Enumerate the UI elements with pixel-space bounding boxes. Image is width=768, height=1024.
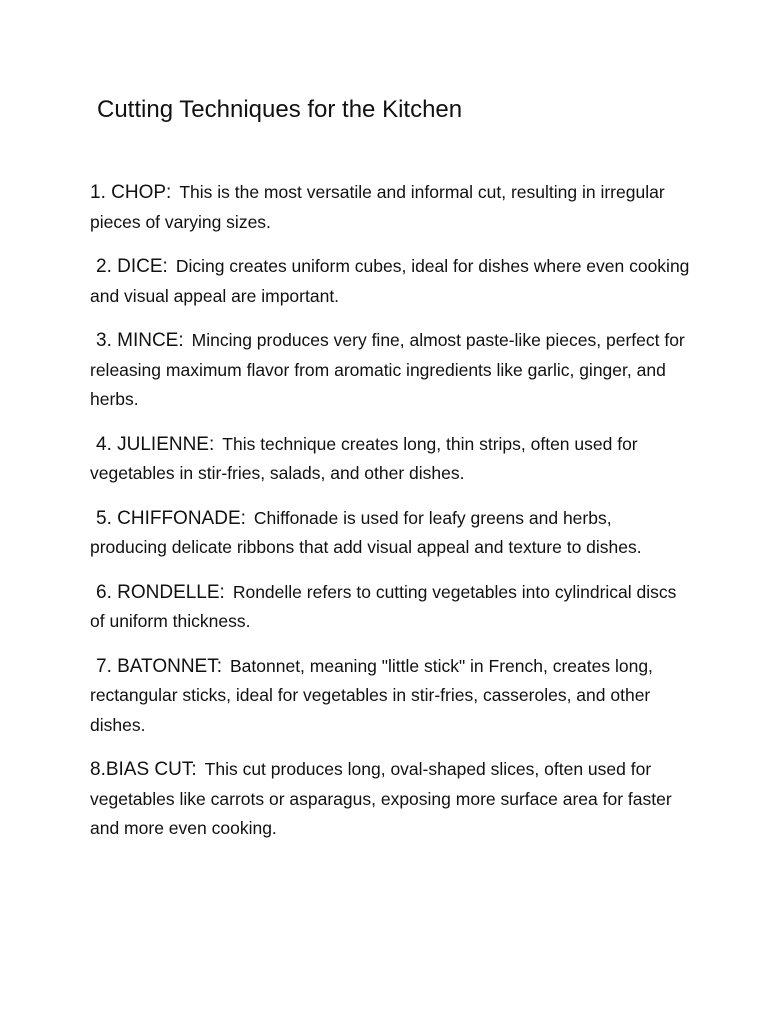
list-item-dice <box>90 252 690 311</box>
term-batonnet: 7. BATONNET: <box>96 655 222 677</box>
list-item-chiffonade <box>90 504 690 563</box>
description-julienne: This technique creates long, thin strips, often used for vegetables in stir-fries, salads, and other dishes. <box>90 433 638 483</box>
list-item-julienne <box>90 430 690 489</box>
list-item-bias-cut <box>90 755 690 844</box>
term-mince: 3. MINCE: <box>96 330 184 351</box>
technique-list <box>90 178 690 859</box>
term-chop: 1. CHOP: <box>90 182 172 203</box>
list-item-batonnet <box>90 652 690 741</box>
description-bias-cut: This cut produces long, oval-shaped slices, often used for vegetables like carrots or asparagus, exposing more surface area for faster and more even cooking. <box>90 759 672 838</box>
list-item-mince <box>90 326 690 415</box>
description-mince: Mincing produces very fine, almost paste-like pieces, perfect for releasing maximum flavor from aromatic ingredients like garlic, ginger, and herbs. <box>90 330 685 409</box>
term-dice: 2. DICE: <box>96 256 168 277</box>
document-title: Cutting Techniques for the Kitchen <box>97 96 463 123</box>
list-item-rondelle <box>90 578 690 637</box>
term-rondelle: 6. RONDELLE: <box>96 581 225 603</box>
description-dice: Dicing creates uniform cubes, ideal for dishes where even cooking and visual appeal are important. <box>90 256 690 306</box>
description-chiffonade: Chiffonade is used for leafy greens and herbs, producing delicate ribbons that add visual appeal and texture to dishes. <box>90 507 642 557</box>
description-batonnet: Batonnet, meaning "little stick" in French, creates long, rectangular sticks, ideal for vegetables in stir-fries, casseroles, and other dishes. <box>90 655 653 735</box>
term-chiffonade: 5. CHIFFONADE: <box>96 507 246 529</box>
term-bias-cut: 8.BIAS CUT: <box>90 759 197 780</box>
description-rondelle: Rondelle refers to cutting vegetables into cylindrical discs of uniform thickness. <box>90 581 677 631</box>
term-julienne: 4. JULIENNE: <box>96 433 215 455</box>
description-chop: This is the most versatile and informal cut, resulting in irregular pieces of varying sizes. <box>90 182 665 232</box>
list-item-chop <box>90 178 690 237</box>
